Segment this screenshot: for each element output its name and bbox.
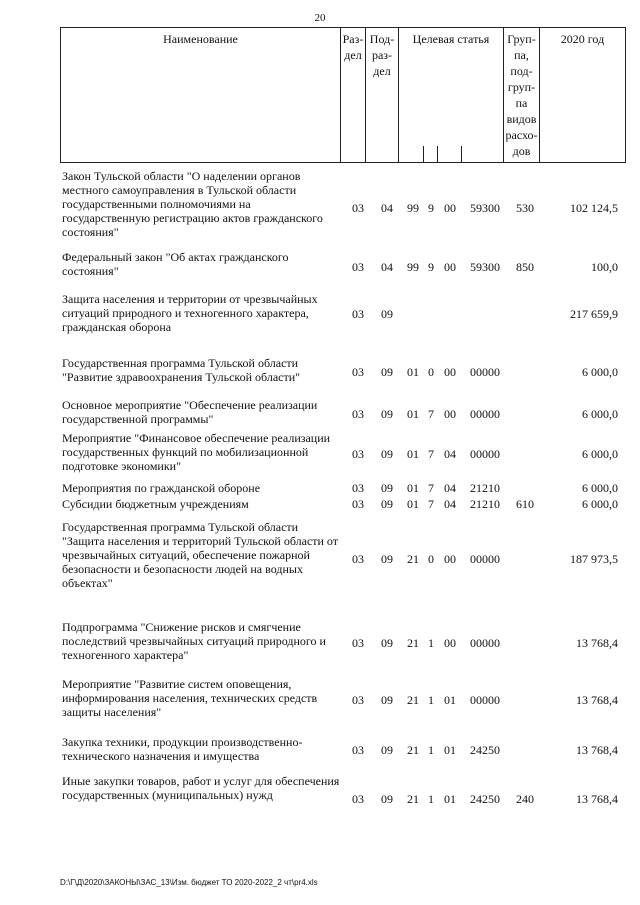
header-tselevaya-label: Целевая статья — [412, 32, 490, 46]
row-razdel: 03 — [352, 365, 364, 379]
row-tsel-3: 00 — [444, 365, 456, 379]
row-podrazdel: 09 — [381, 481, 393, 495]
row-tsel-4: 00000 — [470, 693, 500, 707]
row-tsel-4: 00000 — [470, 552, 500, 566]
row-name: Подпрограмма "Снижение рисков и смягчение последствий чрезвычайных ситуаций природного и техногенного характера" — [62, 620, 326, 662]
row-gruppa: 240 — [516, 792, 534, 806]
row-podrazdel: 09 — [381, 307, 393, 321]
table-row — [62, 250, 622, 280]
row-sum: 100,0 — [591, 260, 618, 274]
row-razdel: 03 — [352, 260, 364, 274]
row-tsel-3: 01 — [444, 792, 456, 806]
row-tsel-1: 01 — [407, 447, 419, 461]
table-row — [62, 481, 622, 495]
header-podrazdel-line: дел — [373, 64, 391, 78]
row-tsel-2: 7 — [428, 497, 434, 511]
row-tsel-2: 9 — [428, 260, 434, 274]
row-podrazdel: 09 — [381, 447, 393, 461]
row-razdel: 03 — [352, 307, 364, 321]
row-tsel-4: 21210 — [470, 497, 500, 511]
row-tsel-2: 1 — [428, 792, 434, 806]
row-tsel-1: 21 — [407, 552, 419, 566]
row-tsel-3: 00 — [444, 201, 456, 215]
row-tsel-1: 01 — [407, 407, 419, 421]
row-name: Иные закупки товаров, работ и услуг для обеспечения государственных (муниципальных) нужд — [62, 774, 340, 802]
row-tsel-1: 01 — [407, 497, 419, 511]
header-gruppa-line: расхо- — [505, 128, 538, 142]
row-tsel-3: 00 — [444, 552, 456, 566]
header-gruppa-line: видов — [506, 112, 537, 126]
header-gruppa-line: груп- — [507, 80, 536, 94]
row-tsel-2: 7 — [428, 407, 434, 421]
row-sum: 217 659,9 — [570, 307, 618, 321]
row-name: Закон Тульской области "О наделении органов местного самоуправления в Тульской области государственными полномочиями на государственную регистрацию актов гражданского состояния" — [62, 169, 323, 239]
row-gruppa: 850 — [516, 260, 534, 274]
header-name: Наименование — [61, 28, 341, 162]
row-razdel: 03 — [352, 552, 364, 566]
row-sum: 13 768,4 — [576, 743, 618, 757]
row-sum: 6 000,0 — [582, 497, 618, 511]
table-row — [62, 774, 622, 820]
row-podrazdel: 09 — [381, 407, 393, 421]
row-tsel-2: 7 — [428, 481, 434, 495]
row-tsel-3: 01 — [444, 693, 456, 707]
row-gruppa: 530 — [516, 201, 534, 215]
row-tsel-4: 59300 — [470, 260, 500, 274]
row-razdel: 03 — [352, 497, 364, 511]
row-gruppa: 610 — [516, 497, 534, 511]
row-tsel-4: 21210 — [470, 481, 500, 495]
header-podrazdel — [366, 28, 399, 162]
row-podrazdel: 09 — [381, 552, 393, 566]
row-tsel-3: 04 — [444, 481, 456, 495]
row-name: Субсидии бюджетным учреждениям — [62, 497, 249, 511]
row-sum: 187 973,5 — [570, 552, 618, 566]
row-razdel: 03 — [352, 481, 364, 495]
tselevaya-subdividers — [399, 146, 504, 162]
row-tsel-3: 04 — [444, 497, 456, 511]
row-podrazdel: 09 — [381, 693, 393, 707]
row-tsel-2: 0 — [428, 552, 434, 566]
row-tsel-4: 24250 — [470, 743, 500, 757]
row-tsel-1: 01 — [407, 365, 419, 379]
header-gruppa-line: па, — [514, 48, 529, 62]
table-row — [62, 520, 622, 598]
row-tsel-2: 1 — [428, 636, 434, 650]
row-sum: 102 124,5 — [570, 201, 618, 215]
row-podrazdel: 04 — [381, 260, 393, 274]
row-tsel-4: 00000 — [470, 407, 500, 421]
header-podrazdel-line: раз- — [371, 48, 393, 62]
row-tsel-2: 9 — [428, 201, 434, 215]
row-razdel: 03 — [352, 743, 364, 757]
row-tsel-1: 21 — [407, 693, 419, 707]
table-row — [62, 735, 622, 765]
table-row — [62, 292, 622, 338]
row-tsel-1: 21 — [407, 636, 419, 650]
page-number: 20 — [314, 12, 326, 24]
row-name: Мероприятие "Финансовое обеспечение реализации государственных функций по мобилизационной подготовке экономики" — [62, 431, 331, 473]
table-row — [62, 431, 622, 477]
row-name: Основное мероприятие "Обеспечение реализации государственной программы" — [62, 398, 318, 426]
row-tsel-2: 7 — [428, 447, 434, 461]
row-name: Федеральный закон "Об актах гражданского состояния" — [62, 250, 289, 278]
row-sum: 13 768,4 — [576, 693, 618, 707]
row-tsel-1: 21 — [407, 743, 419, 757]
table-row — [62, 169, 622, 247]
table-header — [60, 27, 626, 163]
row-tsel-4: 24250 — [470, 792, 500, 806]
row-name: Мероприятие "Развитие систем оповещения, информирования населения, технических средств защиты населения" — [62, 677, 318, 719]
row-tsel-3: 00 — [444, 407, 456, 421]
row-sum: 6 000,0 — [582, 481, 618, 495]
row-tsel-4: 00000 — [470, 447, 500, 461]
row-podrazdel: 09 — [381, 792, 393, 806]
row-tsel-2: 1 — [428, 693, 434, 707]
row-razdel: 03 — [352, 792, 364, 806]
row-name: Государственная программа Тульской области "Защита населения и территорий Тульской области от чрезвычайных ситуаций, обеспечение пожарной безопасности и безопасности людей на водных объектах" — [62, 520, 339, 590]
row-podrazdel: 09 — [381, 497, 393, 511]
row-sum: 13 768,4 — [576, 792, 618, 806]
row-name: Закупка техники, продукции производственно-технического назначения и имущества — [62, 735, 303, 763]
table-row — [62, 398, 622, 428]
row-tsel-4: 00000 — [470, 636, 500, 650]
file-path-footer: D:\Г\Д\2020\ЗАКОНЫ\ЗАС_13\Изм. бюджет ТО 2020-2022_2 чт\pr4.xls — [60, 878, 318, 887]
header-gruppa — [504, 28, 540, 162]
divider — [437, 146, 438, 162]
header-podrazdel-line: Под- — [369, 32, 395, 46]
table-row — [62, 497, 622, 511]
row-tsel-3: 04 — [444, 447, 456, 461]
row-razdel: 03 — [352, 447, 364, 461]
row-tsel-2: 1 — [428, 743, 434, 757]
row-podrazdel: 04 — [381, 201, 393, 215]
header-gruppa-line: па — [515, 96, 528, 110]
row-razdel: 03 — [352, 636, 364, 650]
row-name: Государственная программа Тульской области "Развитие здравоохранения Тульской области" — [62, 356, 301, 384]
divider — [461, 146, 462, 162]
row-sum: 6 000,0 — [582, 407, 618, 421]
row-razdel: 03 — [352, 693, 364, 707]
header-razdel — [341, 28, 366, 162]
table-row — [62, 620, 622, 666]
row-tsel-3: 00 — [444, 636, 456, 650]
row-tsel-3: 01 — [444, 743, 456, 757]
row-podrazdel: 09 — [381, 743, 393, 757]
header-gruppa-line: под- — [510, 64, 533, 78]
row-sum: 6 000,0 — [582, 365, 618, 379]
row-tsel-1: 99 — [407, 260, 419, 274]
divider — [423, 146, 424, 162]
header-razdel-line: Раз- — [342, 32, 364, 46]
row-razdel: 03 — [352, 201, 364, 215]
row-name: Мероприятия по гражданской обороне — [62, 481, 261, 495]
row-name: Защита населения и территории от чрезвычайных ситуаций природного и техногенного характера, гражданская оборона — [62, 292, 318, 334]
row-tsel-4: 00000 — [470, 365, 500, 379]
row-podrazdel: 09 — [381, 365, 393, 379]
row-tsel-4: 59300 — [470, 201, 500, 215]
row-sum: 6 000,0 — [582, 447, 618, 461]
row-sum: 13 768,4 — [576, 636, 618, 650]
row-tsel-1: 01 — [407, 481, 419, 495]
header-razdel-line: дел — [344, 48, 362, 62]
header-year: 2020 год — [560, 32, 605, 46]
row-tsel-2: 0 — [428, 365, 434, 379]
table-row — [62, 356, 622, 386]
row-tsel-1: 99 — [407, 201, 419, 215]
header-tselevaya-statya — [399, 28, 504, 162]
header-gruppa-line: дов — [512, 144, 531, 158]
row-razdel: 03 — [352, 407, 364, 421]
table-row — [62, 677, 622, 723]
header-gruppa-line: Груп- — [507, 32, 536, 46]
row-tsel-3: 00 — [444, 260, 456, 274]
row-podrazdel: 09 — [381, 636, 393, 650]
row-tsel-1: 21 — [407, 792, 419, 806]
